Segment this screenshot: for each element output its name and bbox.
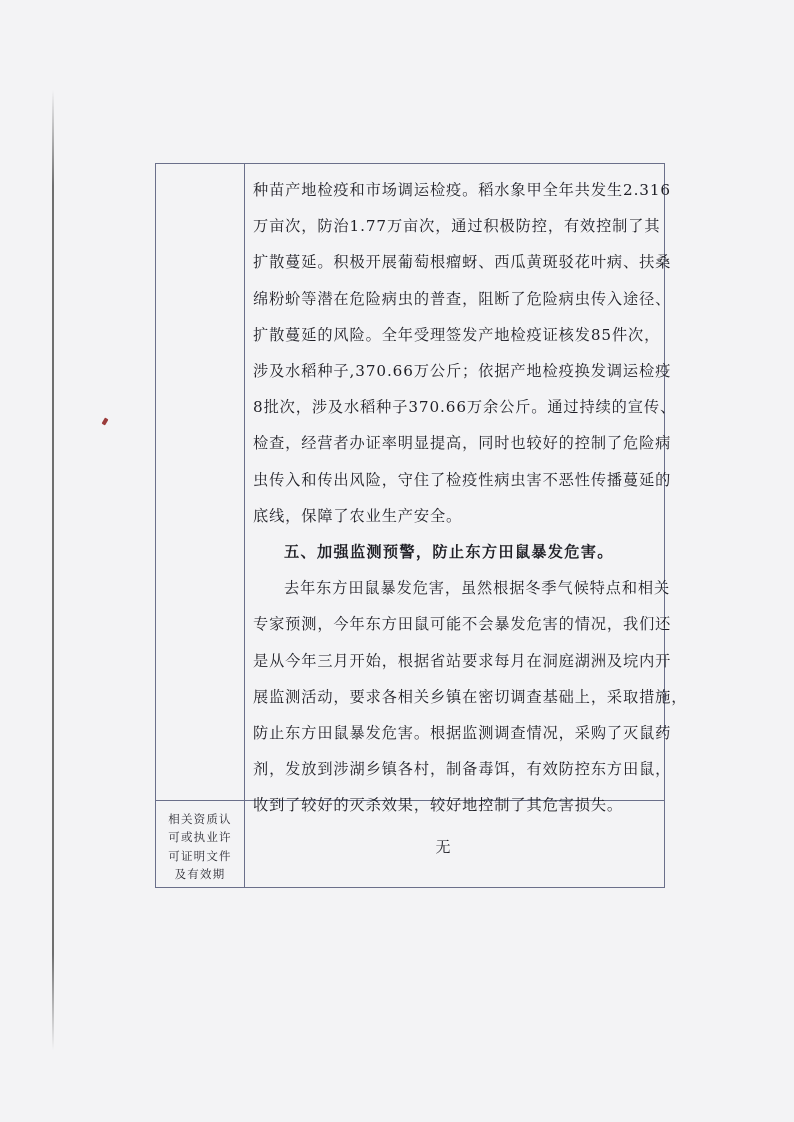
column-divider [244,164,245,887]
report-line: 绵粉蚧等潜在危险病虫的普查，阻断了危险病虫传入途径、 [253,289,672,308]
ink-mark [102,417,109,425]
qualification-label-line: 及有效期 [174,867,226,881]
report-line: 种苗产地检疫和市场调运检疫。稻水象甲全年共发生2.316 [253,181,671,199]
report-line: 涉及水稻种子,370.66万公斤；依据产地检疫换发调运检疫 [253,362,672,381]
qualification-value-cell [246,804,664,889]
report-line: 是从今年三月开始，根据省站要求每月在洞庭湖洲及垸内开 [253,651,672,670]
report-line: 专家预测，今年东方田鼠可能不会暴发危害的情况，我们还 [253,615,672,634]
qualification-label-cell [156,804,244,889]
report-line: 剂，发放到涉湖乡镇各村，制备毒饵，有效防控东方田鼠， [253,760,672,779]
report-line: 虫传入和传出风险，守住了检疫性病虫害不恶性传播蔓延的 [253,470,672,489]
section-heading: 五、加强监测预警，防止东方田鼠暴发危害。 [284,543,614,562]
report-line: 底线，保障了农业生产安全。 [253,506,463,525]
qualification-label-line: 可证明文件 [168,848,232,863]
qualification-value: 无 [435,838,451,856]
report-line: 收到了较好的灭杀效果，较好地控制了其危害损失。 [253,796,624,815]
report-line: 8批次，涉及水稻种子370.66万余公斤。通过持续的宣传、 [253,398,677,417]
work-report-cell [253,172,688,824]
report-line: 防止东方田鼠暴发危害。根据监测调查情况，采购了灭鼠药 [253,724,672,743]
scan-edge-shadow [52,90,54,1050]
report-line: 扩散蔓延。积极开展葡萄根瘤蚜、西瓜黄斑驳花叶病、扶桑 [253,253,672,272]
qualification-label-line: 相关资质认 [168,811,232,826]
report-line: 万亩次，防治1.77万亩次，通过积极防控，有效控制了其 [253,217,661,236]
report-line: 去年东方田鼠暴发危害，虽然根据冬季气候特点和相关 [284,579,671,598]
qualification-label-line: 可或执业许 [168,830,232,844]
report-line: 检查，经营者办证率明显提高，同时也较好的控制了危险病 [253,434,672,453]
form-table [155,163,688,888]
report-line: 展监测活动，要求各相关乡镇在密切调查基础上，采取措施， [253,687,688,706]
report-line: 扩散蔓延的风险。全年受理签发产地检疫证核发85件次， [253,325,661,344]
